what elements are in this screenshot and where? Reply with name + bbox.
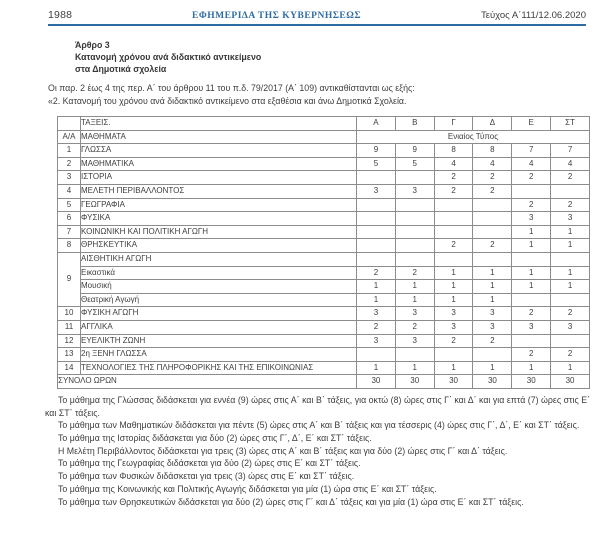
- hours-cell: 2: [434, 334, 473, 348]
- row-number-cell: 10: [58, 307, 81, 321]
- table-row: [58, 334, 590, 348]
- hours-cell: 3: [357, 334, 396, 348]
- hours-cell: 1: [512, 266, 551, 280]
- hours-cell: 2: [473, 334, 512, 348]
- issue-label: Τεύχος Α΄111/12.06.2020: [480, 10, 586, 21]
- hours-cell: 1: [512, 361, 551, 375]
- hours-cell: [357, 225, 396, 239]
- table-row: [58, 252, 590, 266]
- row-number-cell: 4: [58, 184, 81, 198]
- subject-cell: ΘΡΗΣΚΕΥΤΙΚΑ: [81, 239, 357, 253]
- table-row: [58, 348, 590, 362]
- note-paragraph: Το μάθημα της Γλώσσας διδάσκεται για εννέα (9) ώρες στις Α΄ και Β΄ τάξεις, για οκτώ (8) ώρες στις Γ΄ και Δ΄ και για επτά (7) ώρες στις Ε΄ και ΣΤ΄ τάξεις.: [45, 394, 590, 418]
- hours-cell: 2: [357, 266, 396, 280]
- total-hours-cell: 30: [395, 375, 434, 389]
- article-title-line: Κατανομή χρόνου ανά διδακτικό αντικείμενο: [75, 52, 262, 62]
- subject-cell: ΙΣΤΟΡΙΑ: [81, 171, 357, 185]
- hours-cell: [395, 225, 434, 239]
- hours-cell: 1: [512, 280, 551, 294]
- table-row: [58, 225, 590, 239]
- hours-cell: [473, 198, 512, 212]
- table-row: [58, 239, 590, 253]
- hours-cell: [512, 184, 551, 198]
- hours-cell: [357, 212, 396, 226]
- intro-block: [38, 82, 590, 108]
- note-paragraph: Το μάθημα της Ιστορίας διδάσκεται για δύο (2) ώρες στις Γ΄, Δ΄, Ε΄ και ΣΤ΄ τάξεις.: [58, 432, 372, 443]
- hours-cell: 2: [473, 171, 512, 185]
- hours-cell: 2: [551, 307, 590, 321]
- hours-cell: 3: [434, 320, 473, 334]
- hours-cell: 3: [551, 320, 590, 334]
- table-row: [58, 266, 590, 280]
- hours-cell: [357, 239, 396, 253]
- subject-cell: ΓΕΩΓΡΑΦΙΑ: [81, 198, 357, 212]
- subject-cell: Θεατρική Αγωγή: [81, 293, 357, 307]
- hours-cell: [395, 252, 434, 266]
- hours-cell: 5: [357, 157, 396, 171]
- notes-section: [45, 394, 590, 508]
- note-paragraph: Το μάθημα της Γεωγραφίας διδάσκεται για δύο (2) ώρες στις Ε΄ και ΣΤ΄ τάξεις.: [58, 458, 361, 469]
- hours-cell: [434, 348, 473, 362]
- class-column-header: Β: [395, 117, 434, 131]
- row-number-cell: 11: [58, 320, 81, 334]
- page-header: [48, 9, 586, 21]
- hours-cell: 3: [395, 334, 434, 348]
- table-row: [58, 184, 590, 198]
- schedule-table: [57, 116, 590, 389]
- hours-cell: [395, 239, 434, 253]
- table-row: [58, 280, 590, 294]
- note-paragraph: Η Μελέτη Περιβάλλοντος διδάσκεται για τρεις (3) ώρες στις Α΄ και Β΄ τάξεις και για δύο (2) ώρες στις Γ΄ και Δ΄ τάξεις.: [58, 445, 508, 456]
- note-paragraph: Το μάθημα των Θρησκευτικών διδάσκεται για δύο (2) ώρες στις Γ΄ και Δ΄ τάξεις και για μία (1) ώρα στις Ε΄ και ΣΤ΄ τάξεις.: [58, 496, 524, 507]
- hours-cell: 1: [395, 293, 434, 307]
- subject-cell: ΚΟΙΝΩΝΙΚΗ ΚΑΙ ΠΟΛΙΤΙΚΗ ΑΓΩΓΗ: [81, 225, 357, 239]
- row-number-cell: 2: [58, 157, 81, 171]
- hours-cell: [473, 348, 512, 362]
- table-row: [58, 157, 590, 171]
- hours-cell: 1: [434, 280, 473, 294]
- hours-cell: 7: [551, 144, 590, 158]
- hours-cell: 2: [551, 198, 590, 212]
- hours-cell: 1: [551, 225, 590, 239]
- hours-cell: 8: [434, 144, 473, 158]
- hours-cell: [551, 334, 590, 348]
- hours-cell: 2: [395, 266, 434, 280]
- hours-cell: [512, 334, 551, 348]
- total-label-cell: ΣΥΝΟΛΟ ΩΡΩΝ: [58, 375, 357, 389]
- header-rule: [48, 24, 586, 26]
- row-number-cell: 6: [58, 212, 81, 226]
- hours-cell: 4: [551, 157, 590, 171]
- table-header-row-subjects: [58, 130, 590, 144]
- row-number-cell: 1: [58, 144, 81, 158]
- hours-cell: 2: [473, 239, 512, 253]
- aa-header-cell: Α/Α: [58, 130, 81, 144]
- hours-cell: 1: [473, 293, 512, 307]
- row-number-cell: 7: [58, 225, 81, 239]
- hours-cell: [395, 171, 434, 185]
- hours-cell: [395, 198, 434, 212]
- total-hours-cell: 30: [357, 375, 396, 389]
- subject-cell: ΜΑΘΗΜΑΤΙΚΑ: [81, 157, 357, 171]
- note-paragraph: Το μάθημα της Κοινωνικής και Πολιτικής Αγωγής διδάσκεται για μία (1) ώρα στις Ε΄ και ΣΤ΄ τάξεις.: [58, 483, 437, 494]
- subject-cell: 2η ΞΕΝΗ ΓΛΩΣΣΑ: [81, 348, 357, 362]
- hours-cell: 2: [434, 171, 473, 185]
- hours-cell: 4: [512, 157, 551, 171]
- table-row: [58, 293, 590, 307]
- corner-cell: [58, 117, 81, 131]
- hours-cell: 2: [395, 320, 434, 334]
- total-hours-cell: 30: [551, 375, 590, 389]
- class-column-header: Δ: [473, 117, 512, 131]
- subject-cell: ΦΥΣΙΚΗ ΑΓΩΓΗ: [81, 307, 357, 321]
- table-row: [58, 320, 590, 334]
- hours-cell: [357, 348, 396, 362]
- note-paragraph: Το μάθημα των Φυσικών διδάσκεται για τρεις (3) ώρες στις Ε΄ και ΣΤ΄ τάξεις.: [58, 471, 355, 482]
- hours-cell: 1: [551, 266, 590, 280]
- table-header-row-classes: [58, 117, 590, 131]
- hours-cell: 1: [473, 280, 512, 294]
- hours-cell: 8: [473, 144, 512, 158]
- article-title-line: Άρθρο 3: [75, 40, 110, 50]
- hours-cell: 2: [434, 239, 473, 253]
- hours-cell: [512, 293, 551, 307]
- total-row: [58, 375, 590, 389]
- hours-cell: 2: [512, 307, 551, 321]
- hours-cell: [434, 252, 473, 266]
- subject-cell: ΦΥΣΙΚΑ: [81, 212, 357, 226]
- hours-cell: [395, 212, 434, 226]
- hours-cell: 1: [434, 266, 473, 280]
- hours-cell: [434, 212, 473, 226]
- hours-cell: 3: [512, 212, 551, 226]
- hours-cell: [473, 225, 512, 239]
- hours-cell: [473, 212, 512, 226]
- hours-cell: 1: [434, 361, 473, 375]
- hours-cell: 3: [357, 307, 396, 321]
- hours-cell: 3: [395, 307, 434, 321]
- hours-cell: [357, 198, 396, 212]
- hours-cell: [473, 252, 512, 266]
- table-row: [58, 361, 590, 375]
- class-column-header: ΣΤ: [551, 117, 590, 131]
- hours-cell: 3: [357, 184, 396, 198]
- hours-cell: 1: [357, 280, 396, 294]
- total-hours-cell: 30: [473, 375, 512, 389]
- hours-cell: 4: [434, 157, 473, 171]
- table-row: [58, 144, 590, 158]
- hours-cell: 2: [512, 171, 551, 185]
- subject-cell: Μουσική: [81, 280, 357, 294]
- table-row: [58, 198, 590, 212]
- subject-cell: ΑΙΣΘΗΤΙΚΗ ΑΓΩΓΗ: [81, 252, 357, 266]
- hours-cell: [357, 171, 396, 185]
- hours-cell: 1: [512, 239, 551, 253]
- hours-cell: 7: [512, 144, 551, 158]
- hours-cell: 1: [551, 239, 590, 253]
- hours-cell: 1: [512, 225, 551, 239]
- table-row: [58, 307, 590, 321]
- article-title: [75, 39, 590, 75]
- hours-cell: [551, 184, 590, 198]
- hours-cell: [395, 348, 434, 362]
- class-column-header: Α: [357, 117, 396, 131]
- hours-cell: 9: [395, 144, 434, 158]
- hours-cell: 3: [473, 320, 512, 334]
- schedule-table-body: [58, 144, 590, 375]
- row-number-cell: 14: [58, 361, 81, 375]
- hours-cell: 1: [473, 361, 512, 375]
- subject-cell: ΤΕΧΝΟΛΟΓΙΕΣ ΤΗΣ ΠΛΗΡΟΦΟΡΙΚΗΣ ΚΑΙ ΤΗΣ ΕΠΙΚΟΙΝΩΝΙΑΣ: [81, 361, 357, 375]
- intro-paragraph: «2. Κατανομή του χρόνου ανά διδακτικό αντικείμενο στα εξαθέσια και άνω Δημοτικά Σχολεία.: [48, 96, 407, 106]
- subjects-header-cell: ΜΑΘΗΜΑΤΑ: [81, 130, 357, 144]
- article-title-line: στα Δημοτικά σχολεία: [75, 64, 167, 74]
- note-paragraph: Το μάθημα των Μαθηματικών διδάσκεται για πέντε (5) ώρες στις Α΄ και Β΄ τάξεις και για τέσσερις (4) ώρες στις Γ΄, Δ΄, Ε΄ και ΣΤ΄ τάξεις.: [58, 420, 580, 431]
- hours-cell: 1: [551, 361, 590, 375]
- hours-cell: [551, 293, 590, 307]
- hours-cell: 3: [434, 307, 473, 321]
- hours-cell: [551, 252, 590, 266]
- hours-cell: 3: [512, 320, 551, 334]
- hours-cell: 1: [357, 293, 396, 307]
- hours-cell: 3: [395, 184, 434, 198]
- hours-cell: [512, 252, 551, 266]
- subject-cell: ΜΕΛΕΤΗ ΠΕΡΙΒΑΛΛΟΝΤΟΣ: [81, 184, 357, 198]
- table-row: [58, 212, 590, 226]
- hours-cell: 2: [512, 198, 551, 212]
- hours-cell: 1: [434, 293, 473, 307]
- hours-cell: 1: [357, 361, 396, 375]
- hours-cell: 2: [512, 348, 551, 362]
- class-column-header: Ε: [512, 117, 551, 131]
- article-content: [38, 39, 590, 508]
- intro-paragraph: Οι παρ. 2 έως 4 της περ. Α΄ του άρθρου 11 του π.δ. 79/2017 (Α΄ 109) αντικαθίστανται ως εξής:: [48, 83, 415, 93]
- row-number-cell: 8: [58, 239, 81, 253]
- hours-cell: 2: [551, 171, 590, 185]
- hours-cell: 2: [551, 348, 590, 362]
- hours-cell: 9: [357, 144, 396, 158]
- hours-cell: 3: [473, 307, 512, 321]
- hours-cell: 1: [395, 280, 434, 294]
- subject-cell: ΑΓΓΛΙΚΑ: [81, 320, 357, 334]
- hours-cell: 4: [473, 157, 512, 171]
- hours-cell: 1: [395, 361, 434, 375]
- row-number-cell: 3: [58, 171, 81, 185]
- hours-cell: 2: [434, 184, 473, 198]
- total-hours-cell: 30: [512, 375, 551, 389]
- row-number-cell: 12: [58, 334, 81, 348]
- hours-cell: 2: [357, 320, 396, 334]
- hours-cell: 1: [551, 280, 590, 294]
- page-number: 1988: [48, 9, 73, 21]
- hours-cell: [357, 252, 396, 266]
- gazette-masthead: ΕΦΗΜΕΡΙΔΑ ΤΗΣ ΚΥΒΕΡΝΗΣΕΩΣ: [192, 11, 362, 21]
- gazette-page: [0, 9, 600, 547]
- class-column-header: Γ: [434, 117, 473, 131]
- subject-cell: Εικαστικά: [81, 266, 357, 280]
- hours-cell: [434, 225, 473, 239]
- hours-cell: 2: [473, 184, 512, 198]
- subject-cell: ΓΛΩΣΣΑ: [81, 144, 357, 158]
- row-number-cell: 13: [58, 348, 81, 362]
- classes-label-cell: ΤΑΞΕΙΣ.: [81, 117, 357, 131]
- hours-cell: 5: [395, 157, 434, 171]
- hours-cell: [434, 198, 473, 212]
- hours-cell: 1: [473, 266, 512, 280]
- total-hours-cell: 30: [434, 375, 473, 389]
- school-type-cell: Ενιαίος Τύπος: [357, 130, 590, 144]
- table-row: [58, 171, 590, 185]
- subject-cell: ΕΥΕΛΙΚΤΗ ΖΩΝΗ: [81, 334, 357, 348]
- hours-cell: 3: [551, 212, 590, 226]
- row-number-cell: 9: [58, 252, 81, 306]
- row-number-cell: 5: [58, 198, 81, 212]
